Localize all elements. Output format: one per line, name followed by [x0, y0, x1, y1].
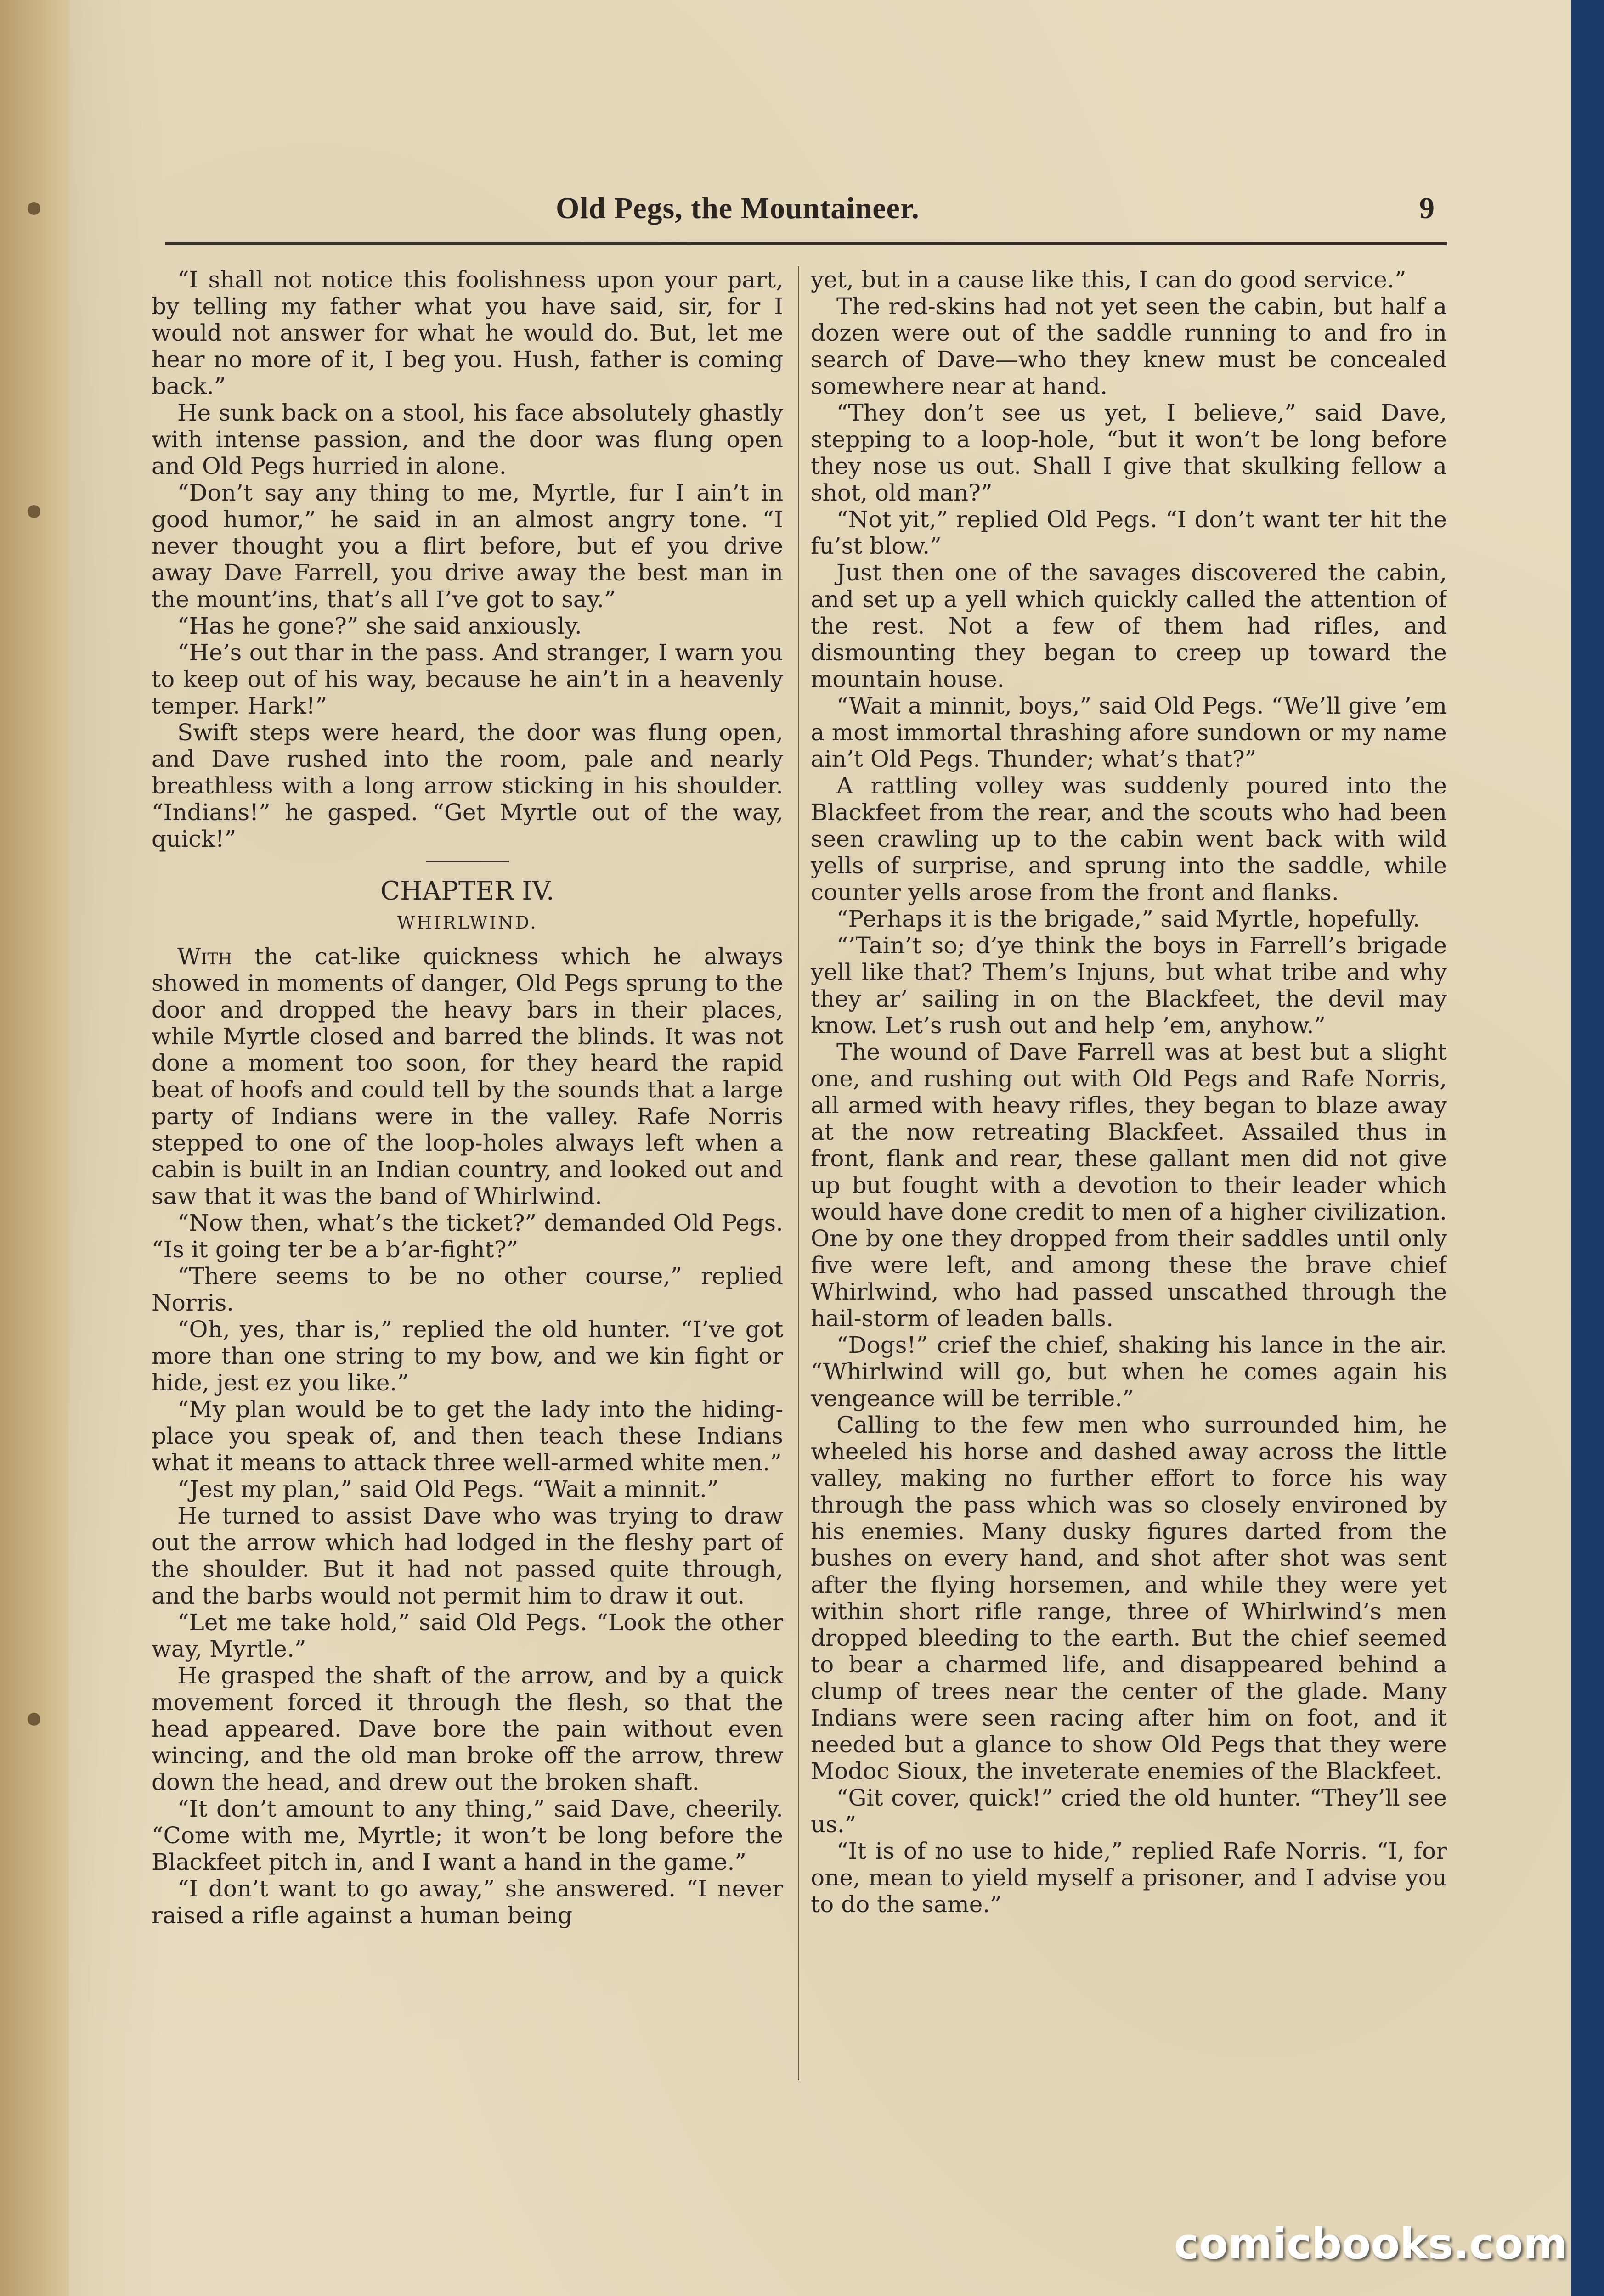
running-title: Old Pegs, the Mountaineer. [556, 191, 920, 225]
chapter-opening-paragraph [152, 943, 783, 1210]
staple-hole [28, 202, 40, 215]
paragraph: “Dogs!” crief the chief, shaking his lance in the air. “Whirlwind will go, but when he comes again his vengeance will be terrible.” [811, 1332, 1447, 1412]
header-rule [165, 242, 1447, 245]
paragraph: “There seems to be no other course,” replied Norris. [152, 1263, 783, 1316]
paragraph: “Not yit,” replied Old Pegs. “I don’t want ter hit the fu’st blow.” [811, 506, 1447, 559]
paragraph: “He’s out thar in the pass. And stranger, I warn you to keep out of his way, because he ain’t in a heavenly temper. Hark!” [152, 639, 783, 719]
paragraph: “Don’t say any thing to me, Myrtle, fur I ain’t in good humor,” he said in an almost angry tone. “I never thought you a flirt before, but ef you drive away Dave Farrell, you drive away the best man in the mount’ins, that’s all I’ve got to say.” [152, 479, 783, 613]
paragraph: yet, but in a cause like this, I can do good service.” [811, 266, 1406, 293]
paragraph: “They don’t see us yet, I believe,” said Dave, stepping to a loop-hole, “but it won’t be long before they nose us out. Shall I give that skulking fellow a shot, old man?” [811, 400, 1447, 506]
right-column [811, 266, 1447, 2241]
paragraph: “Perhaps it is the brigade,” said Myrtle, hopefully. [836, 906, 1420, 932]
paragraph: “I don’t want to go away,” she answered. “I never raised a rifle against a human being [152, 1875, 783, 1929]
paragraph: “’Tain’t so; d’ye think the boys in Farrell’s brigade yell like that? Them’s Injuns, but what tribe and why they ar’ sailing in on the Blackfeet, the devil may know. Let’s rush out and help ’em, anyhow.” [811, 932, 1447, 1039]
paragraph: “Now then, what’s the ticket?” demanded Old Pegs. “Is it going ter be a b’ar-fight?” [152, 1210, 783, 1263]
paragraph: “Has he gone?” she said anxiously. [177, 613, 582, 639]
chapter-header [152, 861, 783, 936]
paragraph: A rattling volley was suddenly poured into the Blackfeet from the rear, and the scouts who had been seen crawling up to the cabin went back with wild yells of surprise, and sprung into the saddle, while counter yells arose from the front and flanks. [811, 772, 1447, 906]
chapter-subtitle: WHIRLWIND. [397, 912, 538, 933]
staple-hole [28, 505, 40, 518]
paragraph: “It don’t amount to any thing,” said Dave, cheerily. “Come with me, Myrtle; it won’t be long before the Blackfeet pitch in, and I want a hand in the game.” [152, 1795, 783, 1875]
paragraph: “Let me take hold,” said Old Pegs. “Look the other way, Myrtle.” [152, 1609, 783, 1662]
column-divider [798, 266, 799, 2080]
paragraph: “Oh, yes, thar is,” replied the old hunter. “I’ve got more than one string to my bow, and we kin fight or hide, jest ez you like.” [152, 1316, 783, 1396]
paragraph: The red-skins had not yet seen the cabin, but half a dozen were out of the saddle running to and fro in search of Dave—who they knew must be concealed somewhere near at hand. [811, 293, 1447, 400]
site-watermark: comicbooks.com [1174, 2219, 1567, 2268]
paragraph: Swift steps were heard, the door was flung open, and Dave rushed into the room, pale and nearly breathless with a long arrow sticking in his shoulder. “Indians!” he gasped. “Get Myrtle out of the way, quick!” [152, 719, 783, 852]
paragraph: “I shall not notice this foolishness upon your part, by telling my father what you have said, sir, for I would not answer for what he would do. But, let me hear no more of it, I beg you. Hush, father is coming back.” [152, 266, 783, 400]
chapter-heading: CHAPTER IV. [380, 876, 554, 906]
paragraph: “Jest my plan,” said Old Pegs. “Wait a minnit.” [177, 1476, 719, 1503]
paragraph: Just then one of the savages discovered the cabin, and set up a yell which quickly called the attention of the rest. Not a few of them had rifles, and dismounting they began to creep up toward the mountain house. [811, 559, 1447, 692]
binding-spine [0, 0, 69, 2296]
opening-word: With [177, 943, 232, 970]
paragraph: “Git cover, quick!” cried the old hunter. “They’ll see us.” [811, 1784, 1447, 1838]
paragraph: “Wait a minnit, boys,” said Old Pegs. “We’ll give ’em a most immortal thrashing afore sundown or my name ain’t Old Pegs. Thunder; what’s that?” [811, 692, 1447, 772]
paragraph: He turned to assist Dave who was trying to draw out the arrow which had lodged in the fleshy part of the shoulder. But it had not passed quite through, and the barbs would not permit him to draw it out. [152, 1503, 783, 1609]
staple-hole [28, 1713, 40, 1726]
page-number: 9 [1419, 191, 1435, 225]
paragraph: “It is of no use to hide,” replied Rafe Norris. “I, for one, mean to yield myself a prisoner, and I advise you to do the same.” [811, 1838, 1447, 1918]
opening-text: the cat-like quickness which he always showed in moments of danger, Old Pegs sprung to the door and dropped the heavy bars in their places, while Myrtle closed and barred the blinds. It was not done a moment too soon, for they heard the rapid beat of hoofs and could tell by the sounds that a large party of Indians were in the valley. Rafe Norris stepped to one of the loop-holes always left when a cabin is built in an Indian country, and looked out and saw that it was the band of Whirlwind. [152, 943, 783, 1210]
chapter-divider [426, 861, 509, 862]
paragraph: He sunk back on a stool, his face absolutely ghastly with intense passion, and the door was flung open and Old Pegs hurried in alone. [152, 400, 783, 479]
paragraph: “My plan would be to get the lady into the hiding-place you speak of, and then teach these Indians what it means to attack three well-armed white men.” [152, 1396, 783, 1476]
paragraph: The wound of Dave Farrell was at best but a slight one, and rushing out with Old Pegs and Rafe Norris, all armed with heavy rifles, they began to blaze away at the now retreating Blackfeet. Assailed thus in front, flank and rear, these gallant men did not give up but fought with a devotion to their leader which would have done credit to men of a higher civilization. One by one they dropped from their saddles until only five were left, and among these the brave chief Whirlwind, who had passed unscathed through the hail-storm of leaden balls. [811, 1039, 1447, 1332]
paragraph: Calling to the few men who surrounded him, he wheeled his horse and dashed away across the little valley, making no further effort to force his way through the pass which was so closely environed by his enemies. Many dusky figures darted from the bushes on every hand, and shot after shot was sent after the flying horsemen, and while they were yet within short rifle range, three of Whirlwind’s men dropped bleeding to the earth. But the chief seemed to bear a charmed life, and disappeared behind a clump of trees near the center of the glade. Many Indians were seen racing after him on foot, and it needed but a glance to show Old Pegs that they were Modoc Sioux, the inveterate enemies of the Blackfeet. [811, 1412, 1447, 1784]
left-column [152, 266, 783, 2241]
paragraph: He grasped the shaft of the arrow, and by a quick movement forced it through the flesh, so that the head appeared. Dave bore the pain without even wincing, and the old man broke off the arrow, threw down the head, and drew out the broken shaft. [152, 1662, 783, 1795]
